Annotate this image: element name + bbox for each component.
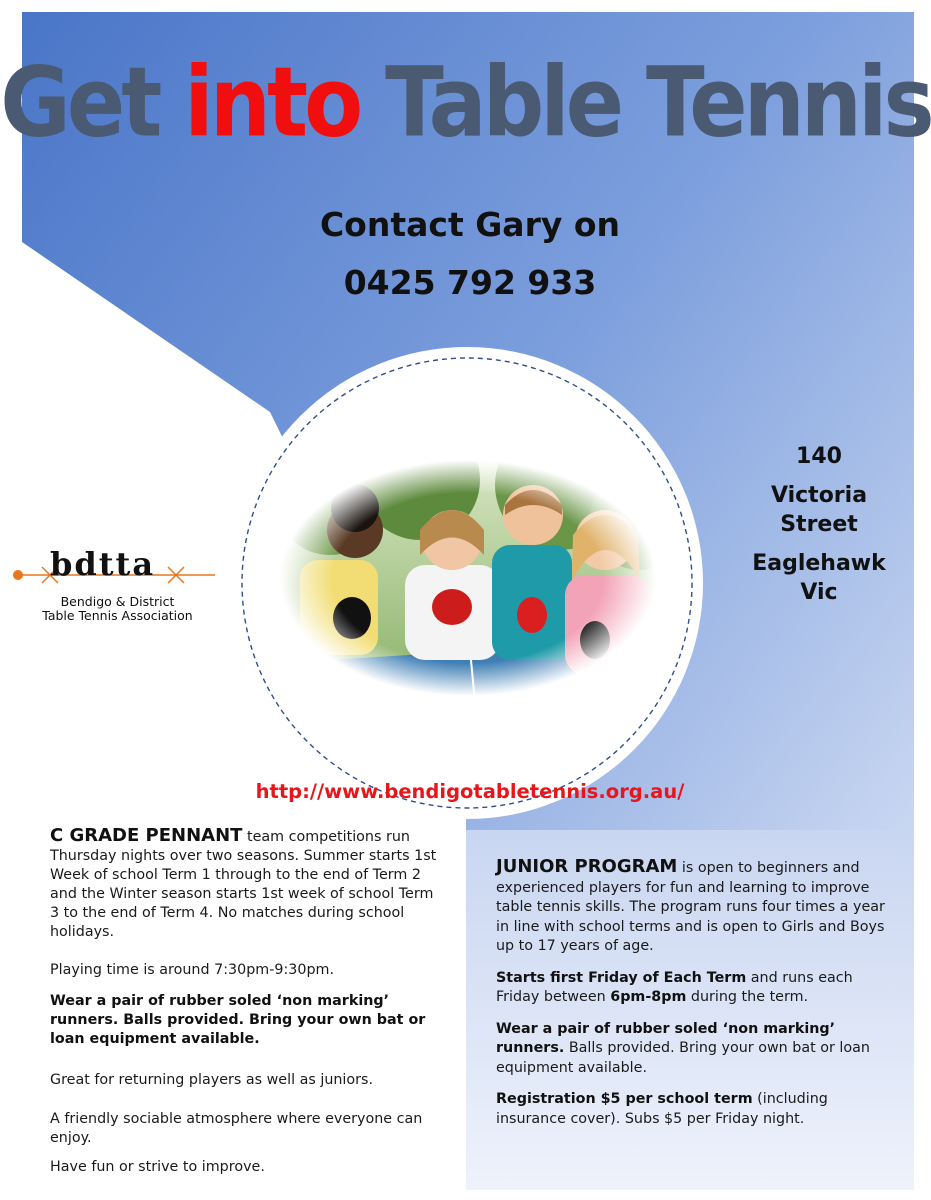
junior-reg-bold: Registration $5 per school term	[496, 1091, 753, 1107]
junior-wear-bold: Wear a pair of rubber soled ‘non marking’ runners.	[496, 1020, 836, 1056]
junior-starts	[496, 969, 896, 1008]
title-part-1: Get	[0, 47, 185, 160]
c-grade-heading: C GRADE PENNANT	[50, 825, 243, 846]
c-grade-intro-text: team competitions run Thursday nights over two seasons. Summer starts 1st Week of school Term 1 through to the end of Term 2 and the Winter season starts 1st week of school Term 3 to the end of Term 4. No matches during school holidays.	[50, 829, 437, 940]
junior-heading: JUNIOR PROGRAM	[496, 856, 678, 877]
junior-registration	[496, 1090, 896, 1129]
address-street-2: Street	[780, 512, 858, 537]
c-grade-friendly: A friendly sociable atmosphere where everyone can enjoy.	[50, 1111, 423, 1146]
contact-phone: 0425 792 933	[343, 263, 597, 302]
c-grade-returning: Great for returning players as well as juniors.	[50, 1072, 374, 1088]
junior-starts-mid: and runs each Friday between	[496, 969, 853, 1005]
c-grade-fun: Have fun or strive to improve.	[50, 1159, 265, 1175]
kids-playing-photo	[270, 420, 690, 705]
contact-block	[230, 196, 710, 312]
logo-line-2: Table Tennis Association	[42, 608, 193, 623]
address-state: Vic	[800, 580, 838, 605]
address-street-1: Victoria	[770, 483, 868, 508]
page-title	[0, 47, 931, 160]
junior-intro-text: is open to beginners and experienced players for fun and learning to improve table tennis skills. The program runs four times a year in line with school terms and is open to Girls and Boys up to 17 years of age.	[496, 860, 885, 954]
c-grade-intro	[50, 826, 445, 942]
logo-wordmark: bdtta	[50, 545, 156, 583]
website-link[interactable]: http://www.bendigotabletennis.org.au/	[255, 780, 685, 803]
address-block	[745, 442, 893, 607]
junior-reg-rest: (including insurance cover). Subs $5 per Friday night.	[496, 1091, 828, 1127]
c-grade-section	[50, 826, 445, 1177]
logo-line-1: Bendigo & District	[60, 594, 175, 609]
title-part-2: into	[184, 47, 360, 160]
junior-section	[496, 857, 896, 1129]
junior-intro	[496, 857, 896, 957]
junior-wear	[496, 1020, 896, 1079]
junior-starts-bold: Starts first Friday of Each Term	[496, 969, 747, 986]
c-grade-playing-time: Playing time is around 7:30pm-9:30pm.	[50, 962, 335, 978]
address-suburb: Eaglehawk	[752, 551, 886, 576]
address-number: 140	[796, 444, 842, 469]
junior-starts-end: during the term.	[686, 989, 809, 1005]
contact-line-1: Contact Gary on	[319, 205, 621, 244]
junior-wear-rest: Balls provided. Bring your own bat or loan equipment available.	[496, 1040, 870, 1076]
junior-time: 6pm-8pm	[610, 989, 687, 1005]
c-grade-equipment: Wear a pair of rubber soled ‘non marking’ runners. Balls provided. Bring your own bat or loan equipment available.	[50, 993, 426, 1047]
title-part-3: Table Tennis	[359, 47, 931, 160]
